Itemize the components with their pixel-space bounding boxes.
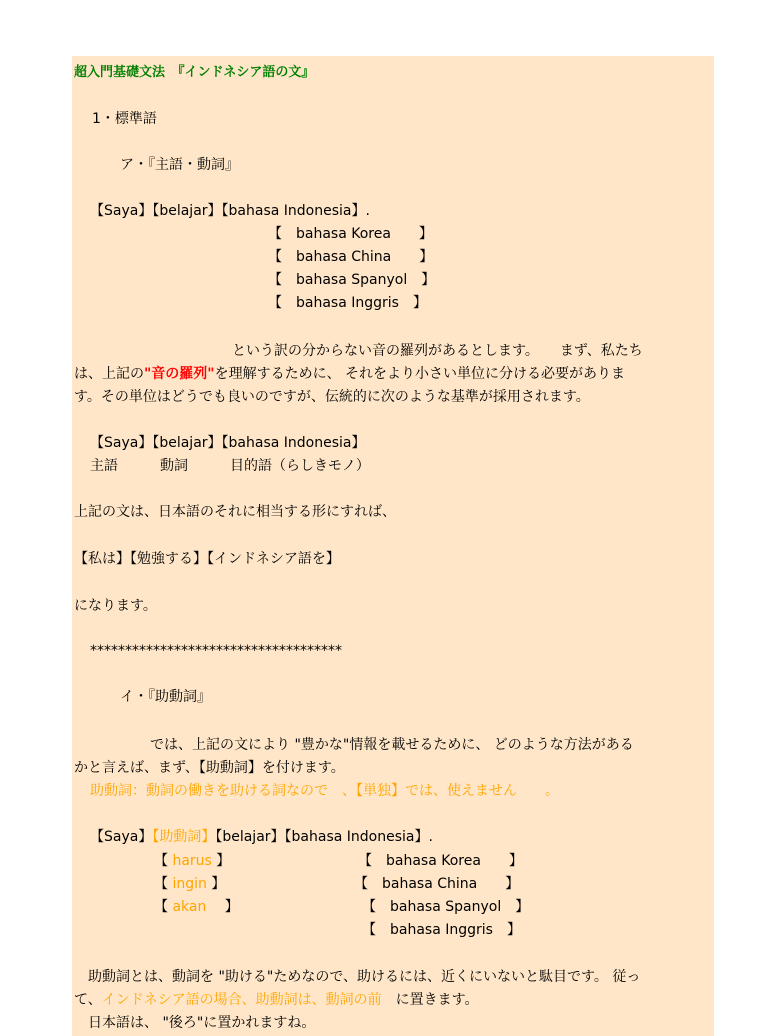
paragraph-line: 上記の文は、日本語のそれに相当する形にすれば、 <box>74 504 396 520</box>
subsection-heading: イ・『助動詞』 <box>120 689 211 705</box>
paragraph-line: す。その単位はどうでも良いのですが、伝統的に次のような基準が採用されます。 <box>74 389 590 405</box>
paragraph-line: になります。 <box>74 598 157 614</box>
alternative-item: 【 bahasa Inggris 】 <box>362 922 521 938</box>
aux-alternative: 【 harus 】 <box>154 853 231 869</box>
aux-alternative: 【 ingin 】 <box>154 876 226 892</box>
example-sentence: 【私は】【勉強する】【インドネシア語を】 <box>74 551 340 567</box>
highlight-text: インドネシア語の場合、助動詞は、動詞の前 <box>101 992 382 1008</box>
aux-alternative: 【 akan 】 <box>154 899 239 915</box>
paragraph-line: は、上記の"音の羅列"を理解するために、 それをより小さい単位に分ける必要がありま <box>74 366 626 382</box>
alternative-item: 【 bahasa Spanyol 】 <box>362 899 530 915</box>
paragraph-line: では、上記の文により "豊かな"情報を載せるために、 どのような方法がある <box>150 737 634 753</box>
paragraph-line: 日本語は、 "後ろ"に置かれますね。 <box>88 1015 316 1031</box>
alternative-item: 【 bahasa Inggris 】 <box>268 295 427 311</box>
alternative-item: 【 bahasa Korea 】 <box>358 853 523 869</box>
paragraph-line: て、インドネシア語の場合、助動詞は、動詞の前 に置きます。 <box>74 992 479 1008</box>
subsection-heading: ア・『主語・動詞』 <box>120 157 239 173</box>
paragraph-line: かと言えば、まず、【助動詞】を付けます。 <box>74 760 345 776</box>
separator-stars: ************************************ <box>90 643 342 659</box>
auxiliary-slot: 【助動詞】 <box>152 829 216 845</box>
alternative-item: 【 bahasa China 】 <box>268 249 434 265</box>
alternative-item: 【 bahasa Spanyol 】 <box>268 272 436 288</box>
example-sentence: 【Saya】【助動詞】【belajar】【bahasa Indonesia】. <box>90 829 433 845</box>
example-sentence: 【Saya】【belajar】【bahasa Indonesia】 <box>90 435 366 451</box>
alternative-item: 【 bahasa Korea 】 <box>268 226 433 242</box>
content-panel <box>72 56 714 1036</box>
note-line: 助動詞：動詞の働きを助ける詞なので 、【単独】では、使えません 。 <box>90 783 559 799</box>
section-heading: 1・標準語 <box>92 111 157 127</box>
example-sentence: 【Saya】【belajar】【bahasa Indonesia】. <box>90 203 370 219</box>
highlight-text: "音の羅列" <box>144 366 215 382</box>
page-title: 超入門基礎文法 『インドネシア語の文』 <box>74 65 315 80</box>
paragraph-line: という訳の分からない音の羅列があるとします。 まず、私たち <box>232 343 643 359</box>
alternative-item: 【 bahasa China 】 <box>354 876 520 892</box>
grammar-labels: 主語 動詞 目的語（らしきモノ） <box>90 458 370 474</box>
paragraph-line: 助動詞とは、動詞を "助ける"ためなので、助けるには、近くにいないと駄目です。 従っ <box>88 969 641 985</box>
